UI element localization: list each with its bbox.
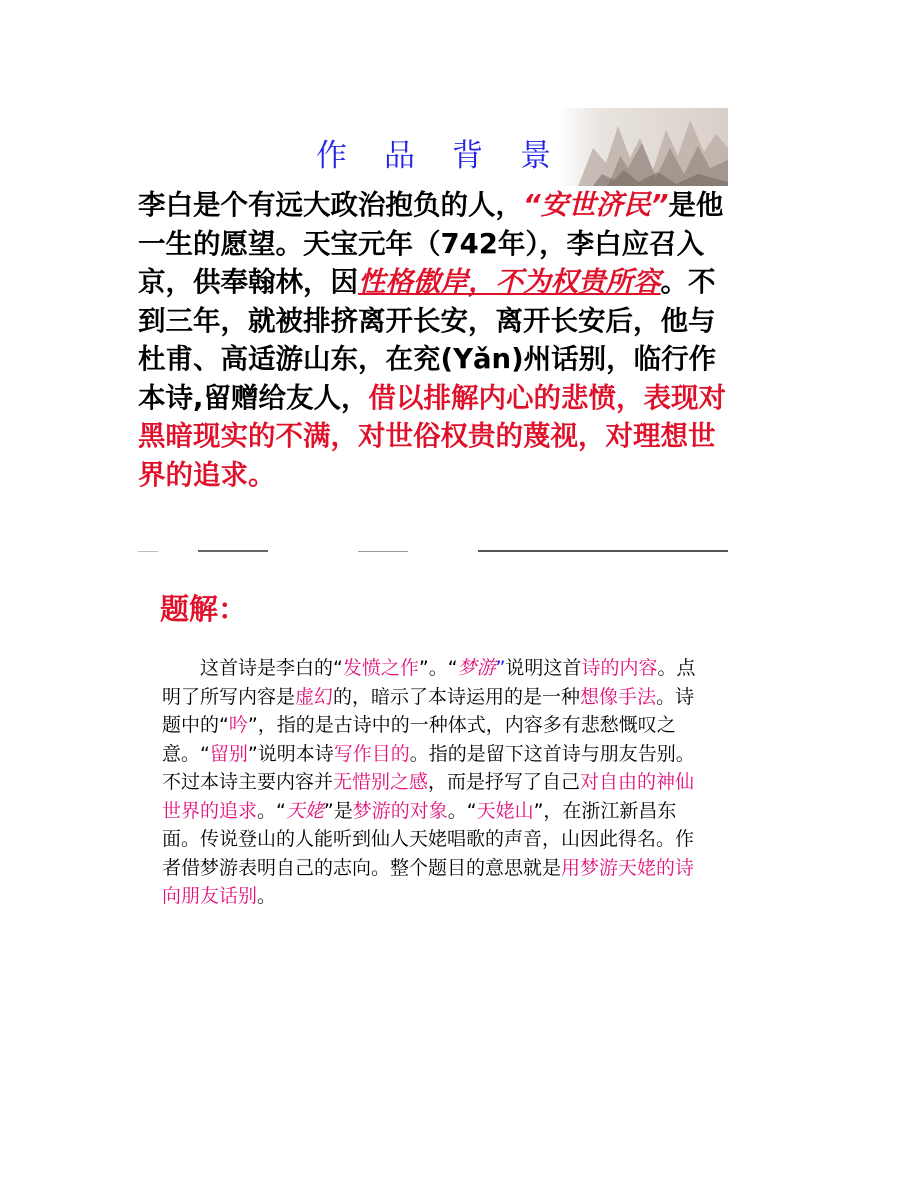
highlight-text: 吟	[228, 714, 248, 736]
highlight-text: 借以排解内心的悲愤，表现对黑暗现实的不满，对世俗权贵的蔑视，对理想世界的追求。	[138, 381, 726, 491]
highlight-text: 发愤之作	[342, 657, 419, 679]
explanation-paragraph	[162, 654, 702, 911]
highlight-text: 虚幻	[295, 685, 334, 708]
text-run: 。“	[447, 799, 477, 822]
title-char: 作	[316, 138, 347, 174]
text-run: ”	[495, 657, 506, 679]
section-heading: 题解：	[160, 592, 248, 626]
highlight-text: 无惜别之感	[333, 771, 429, 793]
text-run: 李白是个有远大政治抱负的人，	[138, 189, 523, 221]
highlight-text: 写作目的	[333, 742, 410, 765]
text-run: 这首诗是李白的“	[200, 657, 343, 679]
text-run: ”说明本诗	[247, 742, 334, 765]
text-run: ”。“	[418, 657, 458, 679]
highlight-text: 诗的内容	[581, 657, 658, 679]
text-run: ”，在浙江新昌东面。传说登山的人能听到仙人天姥唱歌的声音，山因此得名。作者借梦游表明自己的志向。整个题目的意思就是	[162, 799, 695, 879]
text-run: ”，指的是古诗中的一种体式，内容多有悲愁慨叹之意。“	[162, 714, 676, 765]
text-run: 。指的是留下这首诗与朋友告别。不过本诗主要内容并	[162, 742, 695, 793]
slide-title	[316, 130, 576, 175]
highlight-text: 梦游	[457, 657, 496, 679]
slide-divider	[138, 550, 728, 553]
title-char: 背	[452, 138, 483, 174]
mountain-painting-image	[558, 108, 728, 186]
text-run: 。点明了所写内容是	[162, 657, 696, 708]
text-run: 。诗题中的“	[162, 685, 695, 736]
highlight-text: “安世济民”	[523, 189, 669, 221]
text-run: 。	[257, 885, 277, 907]
highlight-text: 天姥山	[476, 799, 534, 822]
text-run: ，而是抒写了自己	[428, 771, 581, 793]
background-slide	[138, 108, 728, 548]
title-char: 景	[520, 138, 551, 174]
highlight-text: 想像手法	[580, 685, 657, 708]
highlight-text: 梦游的对象	[352, 799, 448, 822]
background-paragraph	[138, 186, 732, 494]
text-run: 的，暗示了本诗运用的是一种	[333, 685, 581, 708]
text-run: 是他一生的愿望。天宝元年（742年），李白应召入京，供奉翰林，因	[138, 189, 724, 298]
text-run: 说明这首	[505, 657, 582, 679]
highlight-text: 对自由的神仙世界的追求	[162, 771, 695, 822]
text-run: 。“	[257, 799, 286, 822]
highlight-text: 天姥	[285, 799, 324, 822]
highlight-text: 性格傲岸，不为权贵所容	[358, 266, 661, 298]
text-run: ”是	[323, 799, 353, 822]
title-char: 品	[384, 138, 415, 174]
highlight-text: 留别	[209, 742, 248, 765]
text-run: 。不到三年，就被排挤离开长安，离开长安后，他与杜甫、高适游山东，在兖(Yǎn)州话别，临行作本诗,留赠给友人，	[138, 266, 717, 414]
highlight-text: 用梦游天姥的诗向朋友话别	[162, 856, 695, 907]
